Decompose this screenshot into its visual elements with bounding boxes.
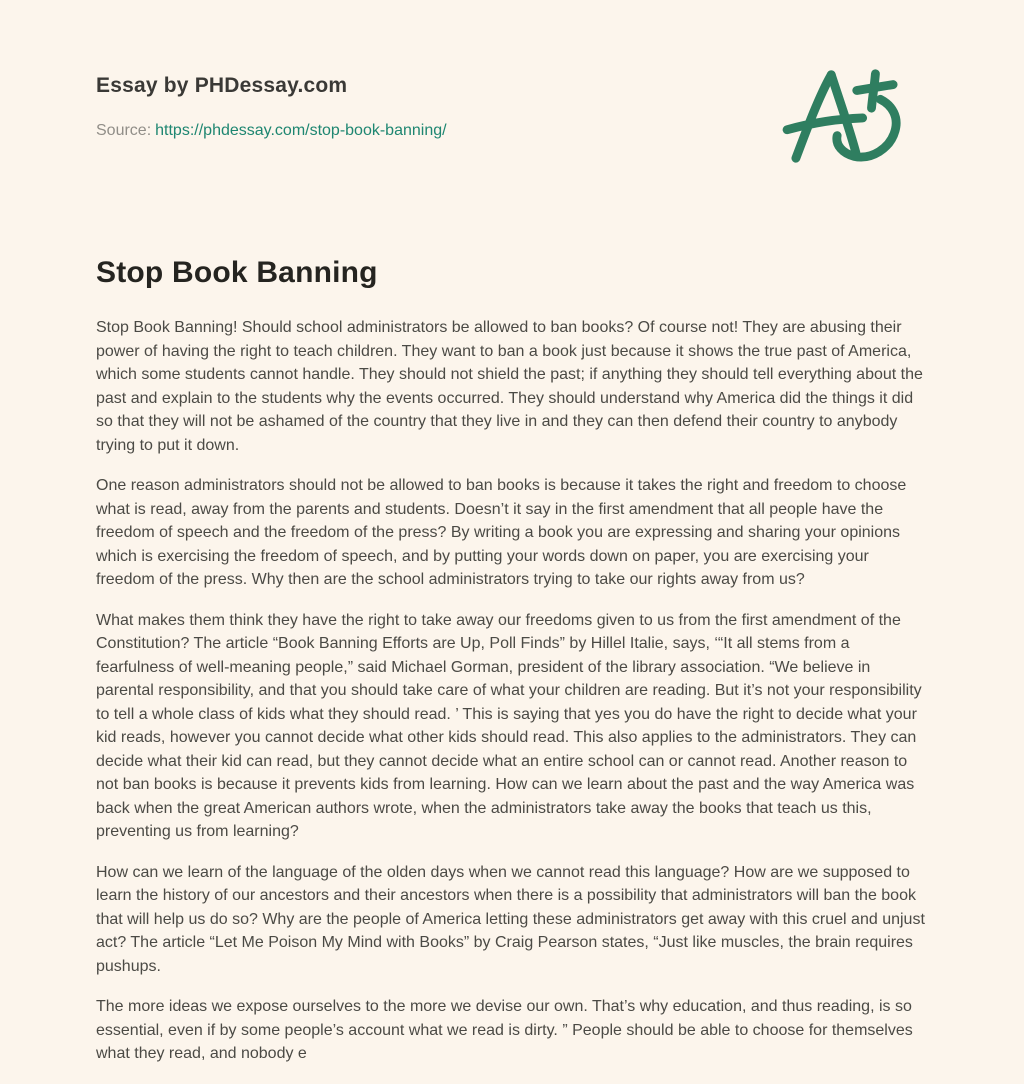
essay-title: Stop Book Banning <box>96 256 378 289</box>
source-link[interactable]: https://phdessay.com/stop-book-banning/ <box>155 122 447 139</box>
essay-paragraph: One reason administrators should not be allowed to ban books is because it takes the right and freedom to choose what is read, away from the parents and students. Doesn’t it say in the first amendment that all people have the freedom of speech and the freedom of the press? By writing a book you are expressing and sharing your opinions which is exercising the freedom of speech, and by putting your words down on paper, you are exercising your freedom of the press. Why then are the school administrators trying to take our rights away from us? <box>96 477 907 588</box>
site-title: Essay by PHDessay.com <box>96 74 348 97</box>
essay-body <box>96 316 928 1066</box>
page-header <box>96 62 928 170</box>
header-text-block <box>96 62 447 140</box>
phdessay-a-plus-logo-icon <box>778 62 910 170</box>
essay-paragraph: How can we learn of the language of the olden days when we cannot read this language? How are we supposed to learn the history of our ancestors and their ancestors when there is a possibility that administrators will ban the book that will help us do so? Why are the people of America letting these administrators get away with this cruel and unjust act? The article “Let Me Poison My Mind with Books” by Craig Pearson states, “Just like muscles, the brain requires pushups. <box>96 863 925 975</box>
source-line <box>96 122 447 140</box>
essay-paragraph: The more ideas we expose ourselves to the more we devise our own. That’s why education, and thus reading, is so essential, even if by some people’s account what we read is dirty. ” People should be able to choose for themselves what they read, and nobody e <box>96 998 913 1062</box>
essay-paragraph: What makes them think they have the right to take away our freedoms given to us from the first amendment of the Constitution? The article “Book Banning Efforts are Up, Poll Finds” by Hillel Italie, says, ‘“It all stems from a fearfulness of well-meaning people,” said Michael Gorman, president of the library association. “We believe in parental responsibility, and that you should take care of what your children are reading. But it’s not your responsibility to tell a whole class of kids what they should read. ’ This is saying that yes you do have the right to decide what your kid reads, however you cannot decide what other kids should read. This also applies to the administrators. They can decide what their kid can read, but they cannot decide what an entire school can or cannot read. Another reason to not ban books is because it prevents kids from learning. How can we learn about the past and the way America was back when the great American authors wrote, when the administrators take away the books that teach us this, preventing us from learning? <box>96 611 922 840</box>
source-label: Source: <box>96 122 152 139</box>
essay-paragraph: Stop Book Banning! Should school administrators be allowed to ban books? Of course not! They are abusing their power of having the right to teach children. They want to ban a book just because it shows the true past of America, which some students cannot handle. They should not shield the past; if anything they should tell everything about the past and explain to the students why the events occurred. They should understand why America did the things it did so that they will not be ashamed of the country that they live in and they can then defend their country to anybody trying to put it down. <box>96 319 923 454</box>
